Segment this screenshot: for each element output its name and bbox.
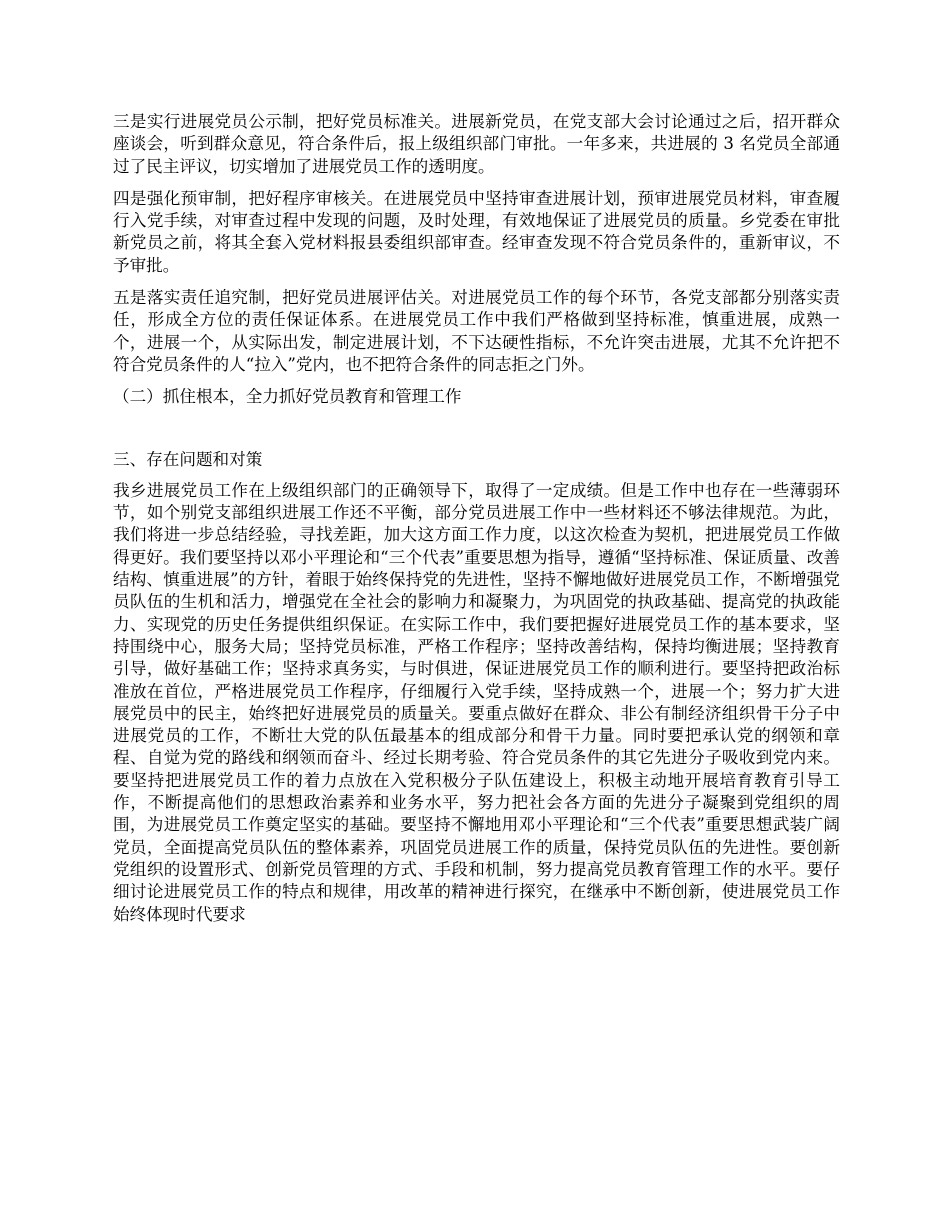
paragraph-pre-review-system: 四是强化预审制，把好程序审核关。在进展党员中坚持审查进展计划，预审进展党员材料，审查履行入党手续，对审查过程中发现的问题，及时处理，有效地保证了进展党员的质量。乡党委在审批新党员之前，将其全套入党材料报县委组织部审查。经审查发现不符合党员条件的，重新审议，不予审批。 [113,188,840,275]
section-spacer [113,409,840,449]
paragraph-problems-and-measures: 我乡进展党员工作在上级组织部门的正确领导下，取得了一定成绩。但是工作中也存在一些薄弱环节，如个别党支部组织进展工作还不平衡，部分党员进展工作中一些材料还不够法律规范。为此，我们将进一步总结经验，寻找差距，加大这方面工作力度，以这次检查为契机，把进展党员工作做得更好。我们要坚持以邓小平理论和“三个代表”重要思想为指导，遵循“坚持标准、保证质量、改善结构、慎重进展”的方针，着眼于始终保持党的先进性，坚持不懈地做好进展党员工作，不断增强党员队伍的生机和活力，增强党在全社会的影响力和凝聚力，为巩固党的执政基础、提高党的执政能力、实现党的历史任务提供组织保证。在实际工作中，我们要把握好进展党员工作的基本要求，坚持围绕中心，服务大局；坚持党员标准，严格工作程序；坚持改善结构，保持均衡进展；坚持教育引导，做好基础工作；坚持求真务实，与时俱进，保证进展党员工作的顺利进行。要坚持把政治标准放在首位，严格进展党员工作程序，仔细履行入党手续，坚持成熟一个，进展一个；努力扩大进展党员中的民主，始终把好进展党员的质量关。要重点做好在群众、非公有制经济组织骨干分子中进展党员的工作，不断壮大党的队伍最基本的组成部分和骨干力量。同时要把承认党的纲领和章程、自觉为党的路线和纲领而奋斗、经过长期考验、符合党员条件的其它先进分子吸收到党内来。要坚持把进展党员工作的着力点放在入党积极分子队伍建设上，积极主动地开展培育教育引导工作，不断提高他们的思想政治素养和业务水平，努力把社会各方面的先进分子凝聚到党组织的周围，为进展党员工作奠定坚实的基础。要坚持不懈地用邓小平理论和“三个代表”重要思想武装广阔党员，全面提高党员队伍的整体素养，巩固党员进展工作的质量，保持党员队伍的先进性。要创新党组织的设置形式、创新党员管理的方式、手段和机制，努力提高党员教育管理工作的水平。要仔细讨论进展党员工作的特点和规律，用改革的精神进行探究，在继承中不断创新，使进展党员工作始终体现时代要求 [113,480,840,924]
paragraph-publicity-system: 三是实行进展党员公示制，把好党员标准关。进展新党员，在党支部大会讨论通过之后，招开群众座谈会，听到群众意见，符合条件后，报上级组织部门审批。一年多来，共进展的 3 名党员全部通过了民主评议，切实增加了进展党员工作的透明度。 [113,112,840,176]
document-page [113,111,840,936]
subheading-education-management: （二）抓住根本，全力抓好党员教育和管理工作 [113,387,462,407]
paragraph-accountability-system: 五是落实责任追究制，把好党员进展评估关。对进展党员工作的每个环节，各党支部都分别落实责任，形成全方位的责任保证体系。在进展党员工作中我们严格做到坚持标准，慎重进展，成熟一个，进展一个，从实际出发，制定进展计划，不下达硬性指标，不允许突击进展，尤其不允许把不符合党员条件的人“拉入”党内，也不把符合条件的同志拒之门外。 [113,288,840,374]
section-title-problems: 三、存在问题和对策 [113,449,263,469]
